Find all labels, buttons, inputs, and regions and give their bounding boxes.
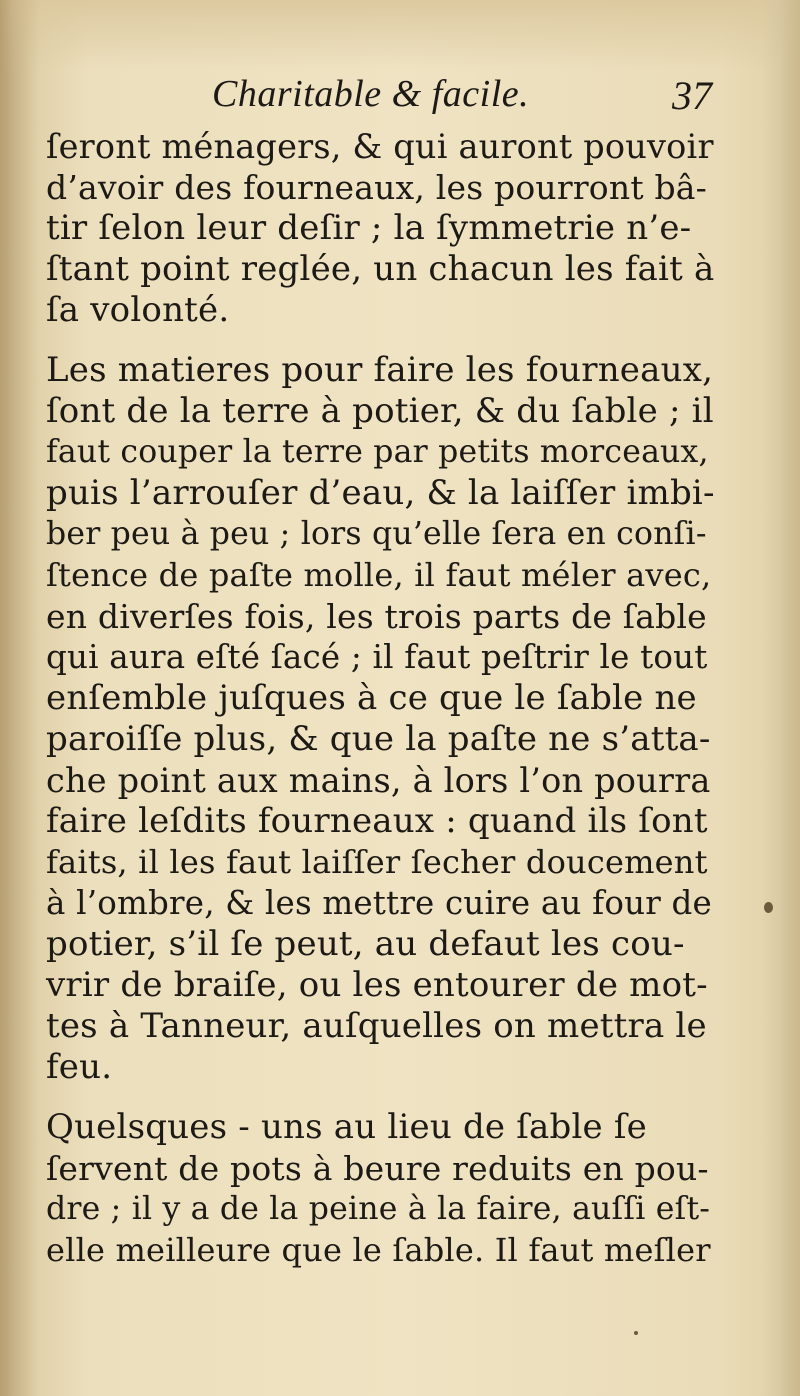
paragraph-1 — [46, 126, 716, 331]
text-line: faire leſdits fourneaux : quand ils ſont — [46, 801, 708, 841]
text-line: qui aura eſté ſacé ; il faut peſtrir le tout — [46, 638, 708, 676]
text-line: puis l’arrouſer d’eau, & la laiſſer imbi- — [46, 473, 715, 513]
page-number: 37 — [672, 73, 712, 118]
text-line: ſeront ménagers, & qui auront pouvoir — [46, 127, 714, 166]
text-line: Les matieres pour faire les fourneaux, — [46, 350, 714, 390]
text-line: ſervent de pots à beure reduits en pou- — [46, 1149, 709, 1188]
text-line: d’avoir des fourneaux, les pourront bâ- — [46, 168, 708, 207]
text-line: Quelsques - uns au lieu de ſable ſe — [46, 1107, 647, 1147]
text-line: ſtant point reglée, un chacun les fait à — [46, 249, 715, 289]
text-line: faut couper la terre par petits morceaux, — [46, 434, 709, 470]
text-line: elle meilleure que le ſable. Il faut meſler — [46, 1231, 711, 1269]
text-line: ſtence de paſte molle, il faut méler avec, — [46, 556, 712, 594]
text-line: ſont de la terre à potier, & du ſable ; il — [46, 391, 714, 431]
text-line: vrir de braiſe, ou les entourer de mot- — [46, 965, 708, 1005]
text-line: tes à Tanneur, auſquelles on mettra le — [46, 1006, 707, 1046]
text-line: potier, s’il ſe peut, au defaut les cou- — [46, 924, 685, 964]
paper-stain-top — [0, 0, 800, 70]
text-line: enſemble juſques à ce que le ſable ne — [46, 678, 697, 718]
paper-stain-left — [0, 0, 40, 1396]
text-line: feu. — [46, 1047, 113, 1087]
text-line: en diverſes fois, les trois parts de ſable — [46, 597, 707, 636]
page-text — [46, 70, 716, 1271]
text-line: dre ; il y a de la peine à la faire, auſſi eſt- — [46, 1191, 711, 1227]
text-line: ber peu à peu ; lors qu’elle ſera en conſi- — [46, 516, 707, 552]
paragraph-gap — [46, 1088, 716, 1107]
text-line: à l’ombre, & les mettre cuire au four de — [46, 884, 712, 922]
paragraph-3 — [46, 1107, 716, 1271]
page-edge-shadow — [762, 0, 800, 1396]
running-head-title: Charitable & facile. — [212, 73, 530, 115]
text-line: faits, il les faut laiſſer ſecher doucement — [46, 843, 708, 881]
paragraph-2 — [46, 350, 716, 1088]
text-line: paroiſſe plus, & que la paſte ne s’atta- — [46, 719, 711, 759]
ink-speck — [634, 1331, 638, 1335]
text-line: che point aux mains, à lors l’on pourra — [46, 761, 711, 800]
text-line: ſa volonté. — [46, 290, 230, 330]
running-head — [46, 70, 716, 126]
paragraph-gap — [46, 331, 716, 350]
ink-speck — [764, 902, 773, 913]
text-line: tir ſelon leur deſir ; la ſymmetrie n’e- — [46, 208, 692, 248]
